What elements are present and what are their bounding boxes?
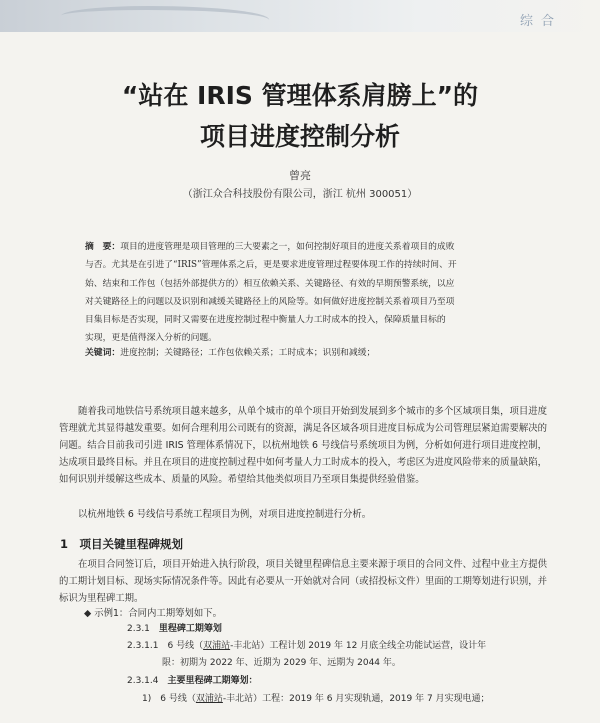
header-band bbox=[0, 0, 600, 32]
article-title-line2: 项目进度控制分析 bbox=[199, 122, 400, 151]
abstract-line: 与否。尤其是在引进了“IRIS”管理体系之后，更是要求进度管理过程要体现工作的持续时间、开 bbox=[85, 260, 457, 271]
section-heading-1: 1 项目关键里程碑规划 bbox=[60, 537, 184, 551]
abstract-line: 目集目标是否实现，同时又需要在进度控制过程中衡量人力工时成本的投入，保障质量目标的 bbox=[85, 315, 446, 326]
keywords-label: 关键词： bbox=[85, 348, 121, 358]
header-decoration bbox=[56, 6, 275, 30]
list-item-2-3-1-4: 2.3.1.4 主要里程碑工期筹划： bbox=[127, 676, 258, 686]
list-item-1: 1) 6 号线（双浦站-丰北站）工程：2019 年 6 月实现轨通，2019 年 7 月实现电通； bbox=[142, 694, 490, 704]
list-item-2-3-1: 2.3.1 里程碑工期筹划 bbox=[127, 624, 222, 634]
keywords bbox=[85, 345, 545, 358]
article-title-line1: “站在 IRIS 管理体系肩膀上”的 bbox=[121, 81, 479, 110]
list-item-2-3-1-1: 2.3.1.1 6 号线（双浦站-丰北站）工程计划 2019 年 12 月底全线全功能试运营，设计年 bbox=[127, 641, 487, 651]
body-paragraph-1: 随着我司地铁信号系统项目越来越多，从单个城市的单个项目开始到发展到多个城市的多个区域项目集，项目进度管理就尤其显得越发重要。如何合理利用公司既有的资源，满足各区域各项目进度目标成为公司管理层紧迫需要解决的问题。结合目前我司引进 IRIS 管理体系情况下，以杭州地铁 6 号线信号系统项目为例，分析如何进行项目进度控制，达成项目最终目标。并且在项目的进度控制过程中如何考量人力工时成本的投入，考虑区为进度风险带来的质量缺陷，如何识别并缓解这些成本、质量的风险。希望给其他类似项目乃至项目集提供经验借鉴。 bbox=[59, 406, 547, 486]
section-tag: 综合 bbox=[519, 14, 562, 29]
abstract bbox=[85, 238, 537, 348]
example-label: ◆ 示例1：合同内工期筹划如下。 bbox=[84, 608, 223, 619]
keywords-text: 进度控制；关键路径；工作包依赖关系；工时成本；识别和减缓； bbox=[120, 348, 376, 358]
body-paragraph-2: 以杭州地铁 6 号线信号系统工程项目为例，对项目进度控制进行分析。 bbox=[78, 509, 372, 520]
list-item-2-3-1-1-cont: 限：初期为 2022 年、近期为 2029 年、远期为 2044 年。 bbox=[162, 658, 401, 668]
author: 曾亮 bbox=[289, 169, 311, 182]
abstract-line: 摘 要：项目的进度管理是项目管理的三大要素之一，如何控制好项目的进度关系着项目的成败 bbox=[85, 242, 455, 252]
body-paragraph-3: 在项目合同签订后，项目开始进入执行阶段，项目关键里程碑信息主要来源于项目的合同文件、过程中业主方提供的工期计划目标、现场实际情况条件等。因此有必要从一开始就对合同（或招投标文件）里面的工期筹划进行识别，并标识为里程碑工期。 bbox=[59, 559, 547, 605]
abstract-line: 始、结束和工作包（包括外部提供方的）相互依赖关系、关键路径、有效的早期预警系统，以应 bbox=[85, 278, 455, 289]
abstract-line: 对关键路径上的问题以及识别和减缓关键路径上的风险等。如何做好进度控制关系着项目乃至项 bbox=[85, 296, 455, 307]
abstract-line: 实现，更是值得深入分析的问题。 bbox=[85, 333, 217, 344]
affiliation: （浙江众合科技股份有限公司，浙江 杭州 300051） bbox=[182, 189, 418, 200]
abstract-label: 摘 要： bbox=[85, 242, 121, 252]
